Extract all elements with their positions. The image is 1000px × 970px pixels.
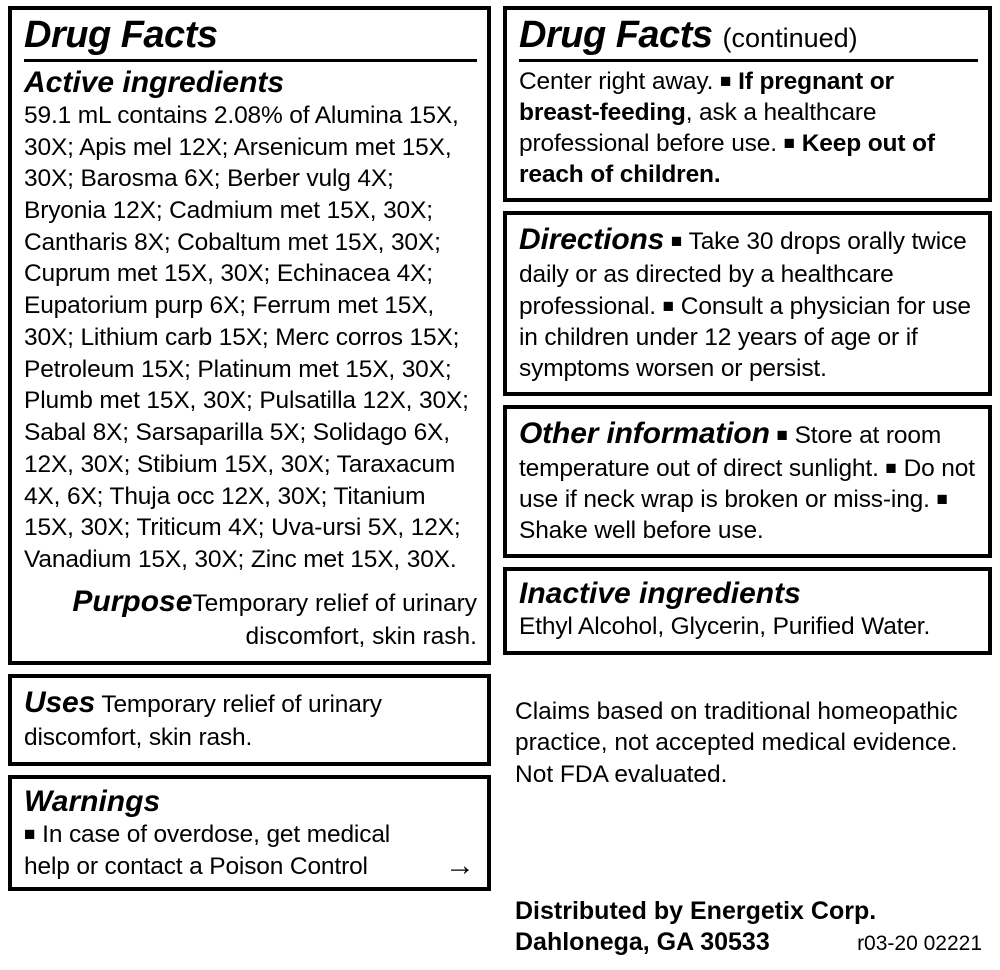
purpose-text: Temporary relief of urinary discomfort, skin rash. <box>192 589 477 650</box>
distributor-line-1: Distributed by Energetix Corp. <box>515 897 877 925</box>
directions-item-1: Take 30 drops orally twice daily or as directed by a healthcare professional. <box>519 228 967 320</box>
other-info-item-2: Do not use if neck wrap is broken or miss-ing. <box>519 454 975 514</box>
other-info-item-1: Store at room temperature out of direct sunlight. <box>519 421 942 482</box>
uses-text: Temporary relief of urinary discomfort, skin rash. <box>24 690 382 752</box>
warnings-cont-mid: , ask a healthcare professional before use. <box>519 99 877 158</box>
distributor-row <box>515 927 982 958</box>
active-ingredients-text: 59.1 mL contains 2.08% of Alumina 15X, 30X; Apis mel 12X; Arsenicum met 15X, 30X; Barosma 6X; Berber vulg 4X; Bryonia 12X; Cadmium met 15X, 30X; Cantharis 8X; Cobaltum met 15X, 30X; Cuprum met 15X, 30X; Echinacea 4X; Eupatorium purp 6X; Ferrum met 15X, 30X; Lithium carb 15X; Merc corros 15X; Petroleum 15X; Platinum met 15X, 30X; Plumb met 15X, 30X; Pulsatilla 12X, 30X; Sabal 8X; Sarsaparilla 5X; Solidago 6X, 12X, 30X; Stibium 15X, 30X; Taraxacum 4X, 6X; Thuja occ 12X, 30X; Titanium 15X, 30X; Triticum 4X; Uva-ursi 5X, 12X; Vanadium 15X, 30X; Zinc met 15X, 30X. <box>24 101 469 573</box>
bullet-icon: ■ <box>783 133 796 155</box>
page-title-continued-text: Drug Facts <box>519 14 713 56</box>
warnings-row <box>24 819 477 882</box>
page-title: Drug Facts <box>24 14 218 56</box>
keep-out-of-reach-warning: Keep out of reach of children. <box>519 130 935 189</box>
purpose-heading: Purpose <box>72 584 193 618</box>
bullet-icon: ■ <box>24 824 36 846</box>
warnings-heading: Warnings <box>24 785 161 819</box>
right-column <box>497 0 1000 970</box>
directions-item-2: Consult a physician for use in children under 12 years of age or if symptoms worsen or persist. <box>519 292 971 382</box>
title-divider <box>24 59 477 62</box>
warnings-text: In case of overdose, get medical help or contact a Poison Control <box>24 821 391 880</box>
bullet-icon: ■ <box>936 489 948 511</box>
bullet-icon: ■ <box>885 457 897 479</box>
left-column <box>0 0 497 970</box>
panel-claims <box>503 665 992 816</box>
spacer <box>503 816 992 890</box>
page-title-continued <box>519 16 978 56</box>
active-ingredients-heading: Active ingredients <box>24 65 285 99</box>
continued-suffix: (continued) <box>722 23 858 53</box>
panel-other-information <box>503 405 992 558</box>
title-divider-right <box>519 59 978 62</box>
warnings-text-wrapper <box>24 819 424 882</box>
panel-active-ingredients <box>8 6 491 665</box>
bullet-icon: ■ <box>662 295 675 317</box>
panel-inactive-ingredients <box>503 567 992 655</box>
distributor-line-2: Dahlonega, GA 30533 <box>515 928 770 956</box>
warnings-cont-start: Center right away. <box>519 67 714 95</box>
arrow-right-icon: → <box>445 848 475 882</box>
panel-warnings <box>8 775 491 890</box>
claims-text: Claims based on traditional homeopathic practice, not accepted medical evidence. Not FDA evaluated. <box>515 697 958 789</box>
other-information-block <box>519 415 978 546</box>
uses-block <box>24 684 477 755</box>
pregnant-warning: If pregnant or breast-feeding <box>519 67 894 126</box>
bullet-icon: ■ <box>719 70 732 92</box>
uses-heading: Uses <box>24 685 96 719</box>
directions-heading: Directions <box>519 223 665 257</box>
other-info-item-3: Shake well before use. <box>519 517 764 545</box>
panel-distributor <box>503 890 992 964</box>
inactive-ingredients-text: Ethyl Alcohol, Glycerin, Purified Water. <box>519 613 931 641</box>
bullet-icon: ■ <box>776 424 788 446</box>
panel-uses <box>8 674 491 767</box>
inactive-ingredients-heading: Inactive ingredients <box>519 577 801 611</box>
lot-code: r03-20 02221 <box>857 932 982 955</box>
warnings-continued-text <box>519 66 978 190</box>
bullet-icon: ■ <box>670 231 683 253</box>
other-information-heading: Other information <box>519 416 770 450</box>
purpose-block <box>24 582 477 653</box>
panel-warnings-continued <box>503 6 992 202</box>
panel-directions <box>503 211 992 396</box>
directions-block <box>519 221 978 384</box>
